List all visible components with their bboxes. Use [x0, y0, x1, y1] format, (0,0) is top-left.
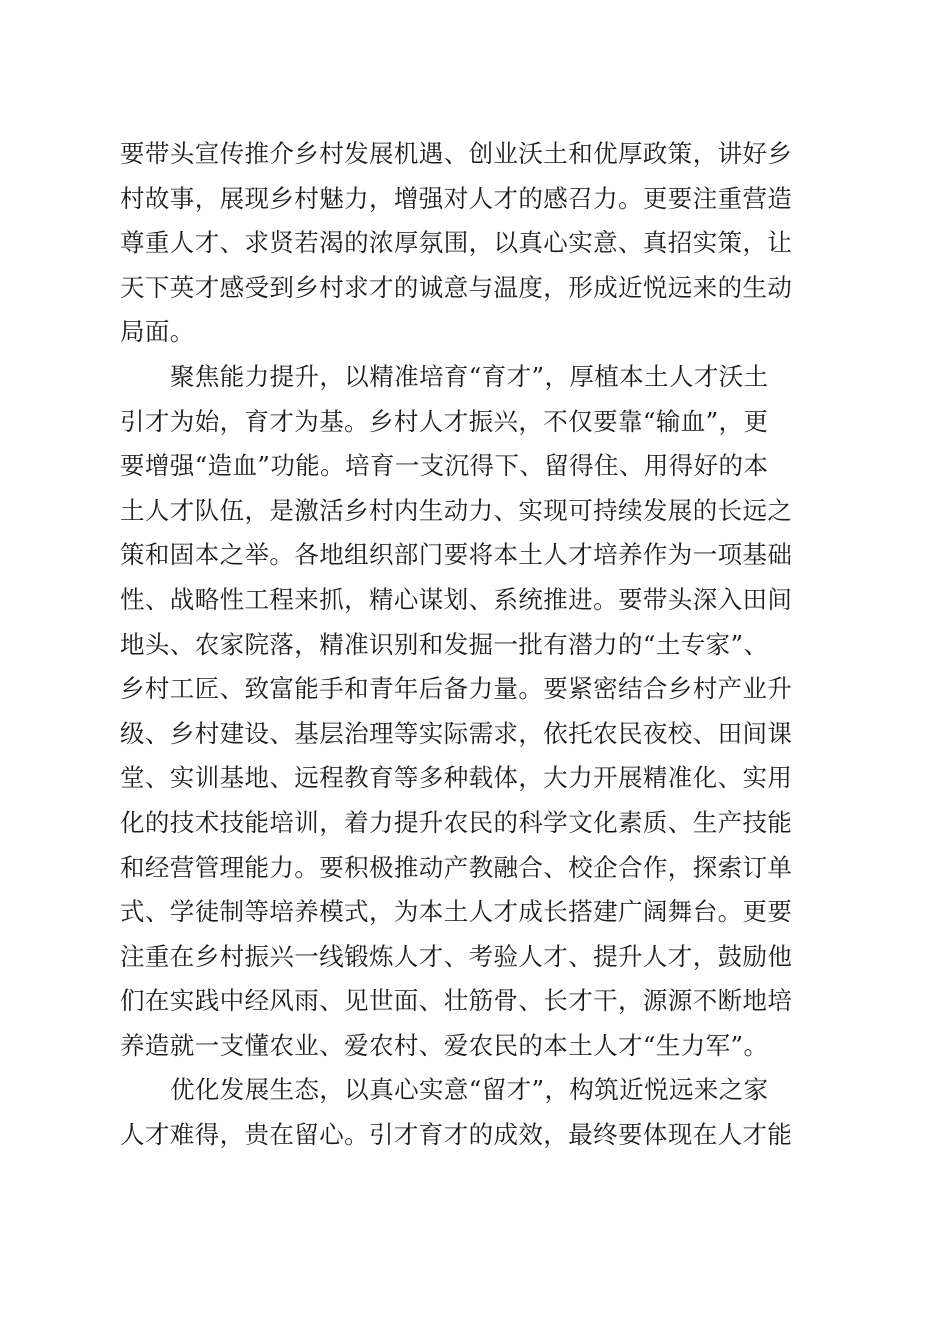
text-line: 式、学徒制等培养模式，为本土人才成长搭建广阔舞台。更要	[120, 897, 793, 927]
text-line: 村故事，展现乡村魅力，增强对人才的感召力。更要注重营造	[120, 183, 793, 213]
text-line: 要带头宣传推介乡村发展机遇、创业沃土和优厚政策，讲好乡	[120, 139, 793, 168]
text-line: 养造就一支懂农业、爱农村、爱农民的本土人才“生力军”。	[120, 1030, 769, 1060]
text-line: 要增强“造血”功能。培育一支沉得下、留得住、用得好的本	[120, 451, 769, 481]
text-line: 局面。	[120, 317, 195, 347]
text-line: 天下英才感受到乡村求才的诚意与温度，形成近悦远来的生动	[120, 272, 793, 302]
text-line: 们在实践中经风雨、见世面、壮筋骨、长才干，源源不断地培	[120, 986, 793, 1016]
text-line: 堂、实训基地、远程教育等多种载体，大力开展精准化、实用	[120, 763, 793, 793]
text-line: 引才为始，育才为基。乡村人才振兴，不仅要靠“输血”，更	[120, 406, 769, 436]
text-line: 乡村工匠、致富能手和青年后备力量。要紧密结合乡村产业升	[120, 674, 793, 704]
text-line: 土人才队伍，是激活乡村内生动力、实现可持续发展的长远之	[120, 495, 793, 525]
text-line: 地头、农家院落，精准识别和发掘一批有潜力的“土专家”、	[120, 629, 769, 659]
text-line: 级、乡村建设、基层治理等实际需求，依托农民夜校、田间课	[120, 718, 793, 748]
text-line: 尊重人才、求贤若渴的浓厚氛围，以真心实意、真招实策，让	[120, 228, 793, 258]
section-heading-line: 聚焦能力提升，以精准培育“育才”，厚植本土人才沃土	[170, 361, 769, 391]
text-line: 和经营管理能力。要积极推动产教融合、校企合作，探索订单	[120, 852, 793, 882]
text-line: 策和固本之举。各地组织部门要将本土人才培养作为一项基础	[120, 540, 793, 570]
text-line: 化的技术技能培训，着力提升农民的科学文化素质、生产技能	[120, 807, 793, 837]
document-body	[120, 132, 832, 1158]
section-heading-line: 优化发展生态，以真心实意“留才”，构筑近悦远来之家	[170, 1075, 769, 1105]
text-line: 注重在乡村振兴一线锻炼人才、考验人才、提升人才，鼓励他	[120, 941, 793, 971]
text-line: 人才难得，贵在留心。引才育才的成效，最终要体现在人才能	[120, 1120, 793, 1150]
text-line: 性、战略性工程来抓，精心谋划、系统推进。要带头深入田间	[120, 584, 793, 614]
